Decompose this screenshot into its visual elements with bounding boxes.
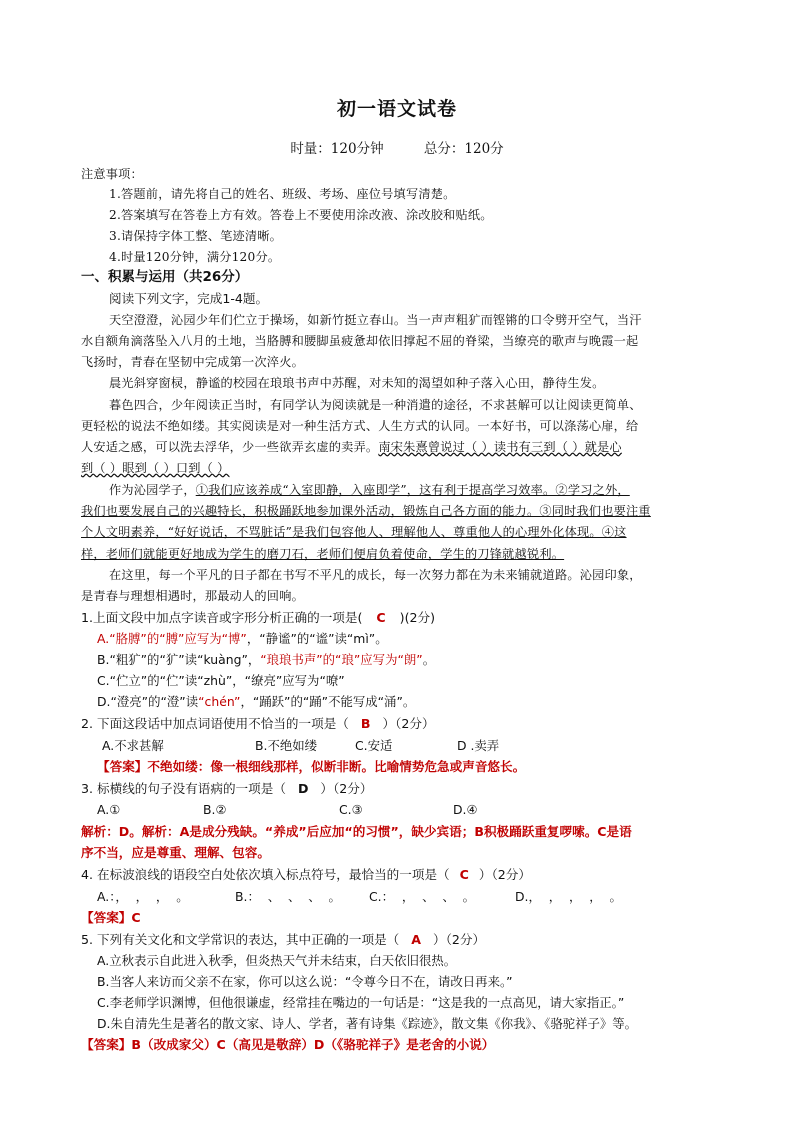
passage-line: 晨光斜穿窗棂，静谧的校园在琅琅书声中苏醒，对未知的渴望如种子落入心田，静待生发。 [109, 376, 605, 390]
option-text: A.“胳膊” [97, 631, 147, 646]
total-score: 总分：120分 [423, 141, 504, 157]
option-c: C.： ， 、 、 。 [369, 889, 476, 904]
answer-mark: C [459, 867, 469, 882]
section-heading: 一、积累与运用（共26分） [81, 269, 249, 285]
option-c: C.③ [339, 802, 363, 817]
passage-line [109, 480, 749, 500]
option-a: A.① [97, 802, 121, 817]
option-b: B.： 、 、 、 。 [235, 889, 341, 904]
notice-item: 2.答案填写在答卷上方有效。答卷上不要使用涂改液、涂改胶和贴纸。 [109, 208, 493, 222]
passage-line: 天空澄澄，沁园少年们伫立于操场，如新竹挺立春山。当一声声粗犷而铿锵的口令劈开空气，当汗 [109, 313, 642, 327]
answer-mark: A [411, 932, 422, 947]
option-d: D .卖弄 [457, 738, 500, 753]
answer-line [97, 757, 737, 777]
option-b: B.不绝如缕 [255, 738, 318, 753]
notice-title: 注意事项： [81, 167, 143, 181]
passage-line: 暮色四合，少年阅读正当时，有同学认为阅读就是一种消遣的途径，不求甚解可以让阅读更简单、 [109, 398, 642, 412]
exam-meta [0, 137, 794, 157]
passage-intro: 阅读下列文字，完成1-4题。 [109, 291, 269, 306]
question-text: 1.上面文段中加点字读音或字形分析正确的一项是( [81, 610, 363, 625]
option-text: B.“粗犷”的“犷”读“kuàng”， [97, 652, 261, 667]
option-d: D.， ， ， ， 。 [515, 889, 622, 904]
answer-label: 【答案】 [81, 910, 132, 925]
notice-item: 3.请保持字体工整、笔迹清晰。 [109, 229, 283, 243]
option-text: 。 [422, 652, 436, 667]
option-text-red: 的“膊”应写为“博” [146, 631, 247, 646]
question-text: )(2分) [399, 610, 436, 625]
answer-text: 不绝如缕：像一根细线那样，似断非断。比喻情势危急或声音悠长。 [147, 759, 526, 774]
question-text: ）（2分） [382, 716, 435, 731]
question-4-stem [81, 865, 721, 885]
time-limit: 时量：120分钟 [290, 141, 384, 157]
answer-mark: B [360, 716, 371, 731]
answer-label: 【答案】 [81, 1037, 132, 1052]
option-d: D.朱自清先生是著名的散文家、诗人、学者，著有诗集《踪迹》，散文集《你我》、《骆驼祥子》等。 [97, 1016, 638, 1031]
option-text: ，“踊跃”的“踊”不能写成“涌”。 [240, 694, 416, 709]
answer-line [81, 908, 721, 928]
question-text: ）（2分） [433, 932, 486, 947]
passage-text: 作为沁园学子， [109, 483, 196, 497]
passage-line: 更轻松的说法不绝如缕。其实阅读是对一种生活方式、人生方式的认同。一本好书，可以涤荡心扉，给 [81, 419, 639, 433]
question-text: ）（2分） [478, 867, 531, 882]
question-1-stem [81, 608, 721, 628]
option-text: ，“静谧”的“谧”读“mì”。 [246, 631, 388, 646]
underlined-text: ①我们应该养成“入室即静，入座即学”，这有利于提高学习效率。②学习之外， [195, 483, 630, 497]
option-text-red: “琅琅书声”的“琅”应写为“朗” [260, 652, 423, 667]
option-d [97, 692, 737, 712]
question-text: ）（2分） [320, 781, 373, 796]
question-text: 5. 下列有关文化和文学常识的表达，其中正确的一项是（ [81, 932, 400, 947]
option-c: C.“伫立”的“伫”读“zhù”，“缭亮”应写为“嘹” [97, 673, 345, 688]
wavy-underlined-text: 南宋朱熹曾说过（ ）读书有三到（ ）就是心 [378, 440, 622, 454]
underlined-line: 我们也要发展自己的兴趣特长，积极踊跃地参加课外活动，锻炼自己各方面的能力。③同时我们也要注重 [81, 504, 651, 518]
option-c: C.安适 [355, 738, 393, 753]
option-b [97, 650, 737, 670]
passage-line: 在这里，每一个平凡的日子都在书写不平凡的成长，每一次努力都在为未来铺就道路。沁园印象， [109, 568, 642, 582]
passage-line [81, 458, 721, 478]
question-5-stem [81, 930, 721, 950]
analysis-line: 解析：D。解析：A是成分残缺。“养成”后应加“的习惯”，缺少宾语；B积极踊跃重复啰嗦。C是语 [81, 824, 632, 839]
answer-text: C [131, 910, 141, 925]
notice-item: 4.时量120分钟，满分120分。 [109, 250, 281, 264]
answer-mark: D [297, 781, 309, 796]
answer-label: 【答案】 [97, 759, 148, 774]
question-text: 4. 在标波浪线的语段空白处依次填入标点符号，最恰当的一项是（ [81, 867, 450, 882]
page-title: 初一语文试卷 [336, 98, 457, 120]
option-c: C.李老师学识渊博，但他很谦虚，经常挂在嘴边的一句话是：“这是我的一点高见，请大家指正。” [97, 995, 625, 1010]
option-b: B.当客人来访而父亲不在家，你可以这么说：“令尊今日不在，请改日再来。” [97, 974, 513, 989]
option-text: D.“澄亮”的“澄”读 [97, 694, 199, 709]
analysis-line: 序不当，应是尊重、理解、包容。 [81, 845, 270, 860]
option-d: D.④ [453, 802, 478, 817]
passage-line: 飞扬时，青春在坚韧中完成第一次淬火。 [81, 355, 304, 369]
option-text-red: “chén” [198, 694, 241, 709]
passage-text: 人安适之感，可以洗去浮华，少一些欲弄玄虚的卖弄。 [81, 440, 379, 454]
answer-mark: C [376, 610, 386, 625]
passage-line: 水自额角滴落坠入八月的土地，当胳膊和腰脚虽疲惫却依旧撑起不屈的脊梁，当缭亮的歌声与晚霞一起 [81, 334, 639, 348]
passage-line [81, 437, 721, 457]
underlined-line: 样，老师们就能更好地成为学生的磨刀石，老师们便肩负着使命，学生的刀锋就越锐利。 [81, 547, 565, 561]
question-2-stem [81, 714, 721, 734]
question-text: 2. 下面这段话中加点词语使用不恰当的一项是（ [81, 716, 349, 731]
option-a [97, 629, 737, 649]
wavy-underlined-text: 到（ ）眼到（ ）口到（ ） [81, 461, 230, 475]
option-a: A.不求甚解 [102, 738, 164, 753]
option-b: B.② [203, 802, 227, 817]
answer-line [81, 1035, 721, 1055]
underlined-line: 个人文明素养，“好好说话，不骂脏话”是我们包容他人、理解他人、尊重他人的心理外化体现。④这 [81, 525, 627, 539]
answer-text: B（改成家父）C（高见是敬辞）D（《骆驼祥子》是老舍的小说） [131, 1037, 495, 1052]
passage-line: 是青春与理想相遇时，那最动人的回响。 [81, 589, 304, 603]
question-text: 3. 标横线的句子没有语病的一项是（ [81, 781, 286, 796]
option-a: A.立秋表示自此进入秋季，但炎热天气并未结束，白天依旧很热。 [97, 953, 457, 968]
question-3-stem [81, 779, 721, 799]
option-a: A.：， ， ， 。 [97, 889, 189, 904]
notice-item: 1.答题前，请先将自己的姓名、班级、考场、座位号填写清楚。 [109, 187, 456, 201]
